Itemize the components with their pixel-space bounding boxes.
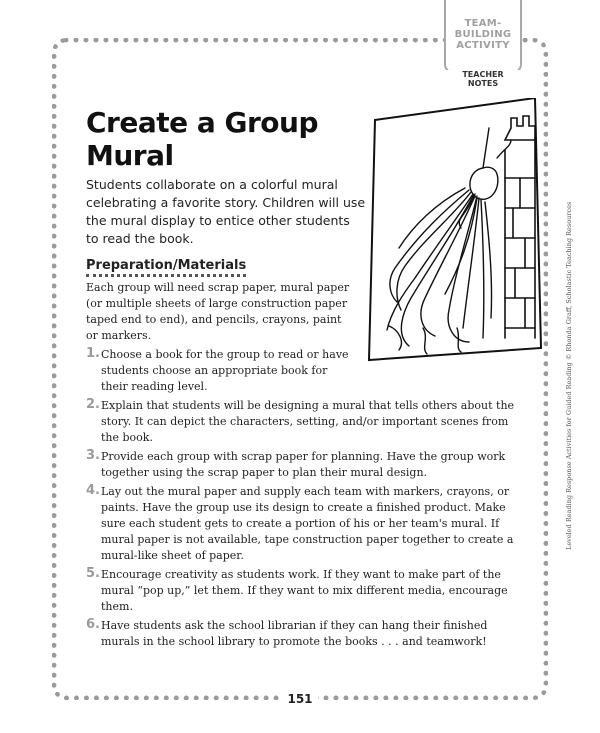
tab-label-line-1: TEAM-: [464, 18, 502, 29]
step-item: [86, 347, 356, 395]
illustration-frame: [369, 98, 541, 360]
step-number: 1.: [86, 346, 100, 361]
preparation-text: Each group will need scrap paper, mural paper (or multiple sheets of large construction paper taped end to end), and pencils, crayons, paint or markers.: [86, 281, 350, 342]
title-line-1: Create a Group: [86, 106, 319, 139]
steps-list: [86, 347, 526, 653]
step-item: [86, 618, 526, 650]
step-text: Provide each group with scrap paper for planning. Have the group work together using the scrap paper to plan their mural design.: [101, 450, 506, 479]
step-text: Explain that students will be designing a mural that tells others about the story. It can depict the characters, setting, and/or important scenes from the book.: [101, 399, 515, 444]
step-item: [86, 398, 526, 446]
page-number: 151: [282, 689, 318, 709]
step-text: Encourage creativity as students work. If they want to make part of the mural “pop up,” let them. If they want to mix different media, encourage them.: [101, 568, 508, 613]
side-credit-text: Leveled Reading Response Activities for Guided Reading © Rhonda Graff, Scholastic Teaching Resources: [565, 201, 573, 550]
side-credit: [563, 190, 575, 550]
tab-label: [446, 18, 520, 51]
step-text: Lay out the mural paper and supply each team with markers, crayons, or paints. Have the group use its design to create a finished product. Make sure each student gets to create a portion of his or her team's mural. If mural paper is not available, tape construction paper together to create a mural-like sheet of paper.: [101, 485, 514, 562]
step-number: 5.: [86, 566, 100, 581]
tab-label-line-2: BUILDING: [454, 29, 512, 40]
activity-tab: [444, 0, 522, 74]
step-item: [86, 449, 526, 481]
title-line-2: Mural: [86, 139, 174, 172]
preparation-heading: Preparation/Materials: [86, 258, 246, 277]
step-number: 3.: [86, 448, 100, 463]
page-title: [86, 106, 366, 172]
intro-paragraph: Students collaborate on a colorful mural celebrating a favorite story. Children will use the mural display to entice other students to read the book.: [86, 177, 366, 246]
step-number: 4.: [86, 483, 100, 498]
step-text: Choose a book for the group to read or have students choose an appropriate book for their reading level.: [101, 348, 349, 393]
step-text: Have students ask the school librarian if they can hang their finished murals in the school library to promote the books . . . and teamwork!: [101, 619, 488, 648]
rapunzel-tower-illustration: [365, 98, 545, 366]
step-number: 6.: [86, 617, 100, 632]
step-item: [86, 484, 526, 564]
teacher-notes-label: TEACHER NOTES: [446, 70, 520, 88]
tab-label-line-3: ACTIVITY: [456, 40, 510, 51]
step-item: [86, 567, 526, 615]
step-number: 2.: [86, 397, 100, 412]
